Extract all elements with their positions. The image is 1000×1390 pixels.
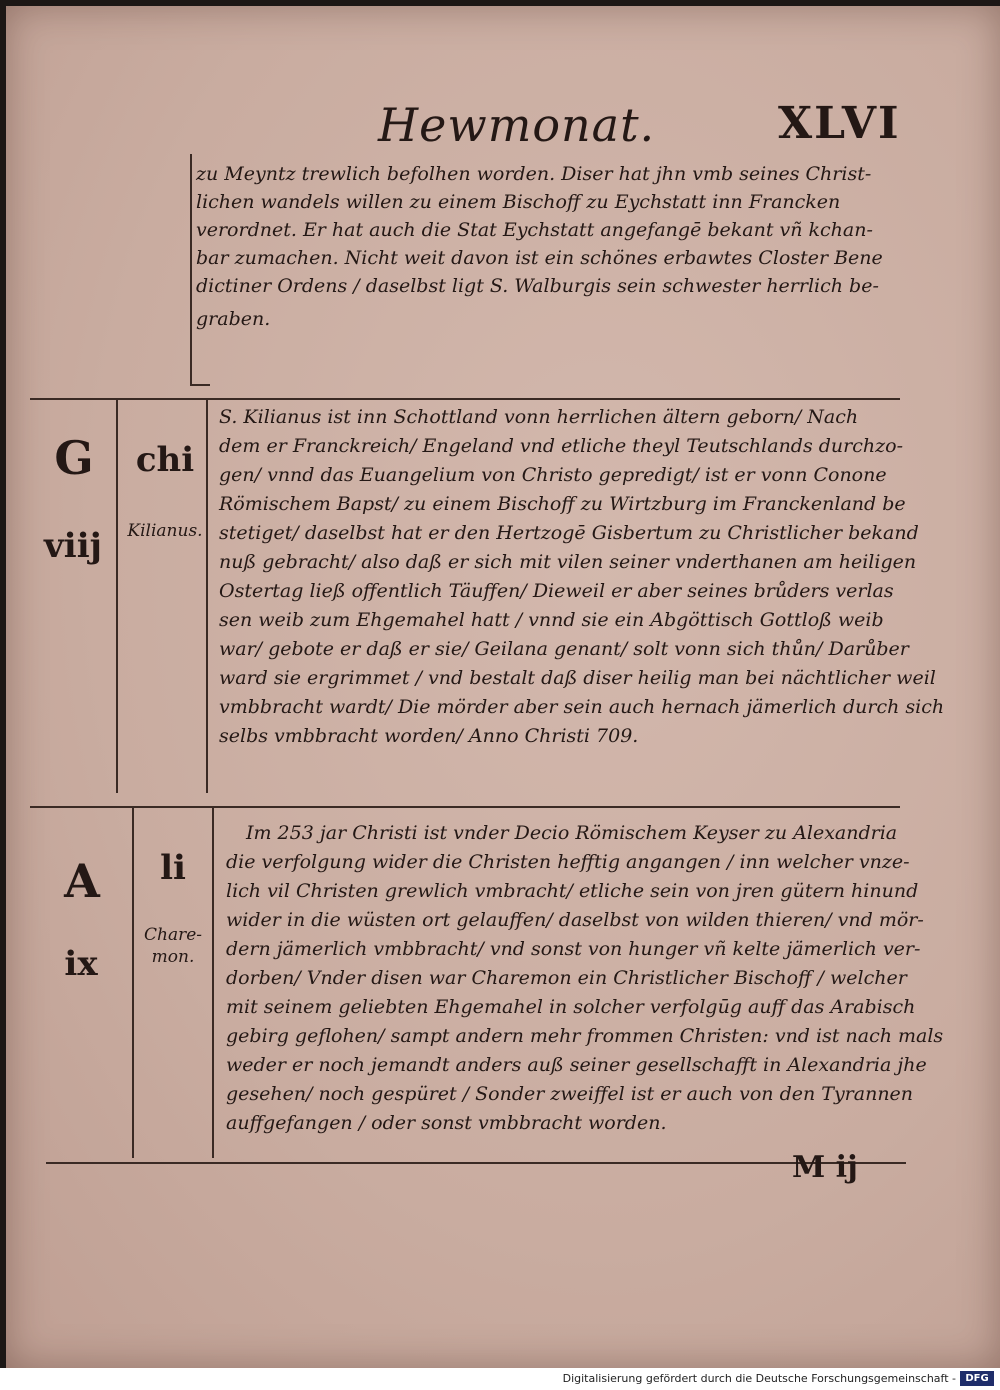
text-line: lich vil Christen grewlich vmbracht/ etliche sein von jren gütern hinund xyxy=(226,880,919,902)
top-block-bottom-rule xyxy=(190,384,210,386)
text-line: zu Meyntz trewlich befolhen worden. Diser hat jhn vmb seines Christ- xyxy=(196,163,872,185)
text-line: weder er noch jemandt anders auß seiner gesellschafft in Alexandria jhe xyxy=(226,1054,927,1076)
signature-mark: M ij xyxy=(792,1150,858,1185)
text-line: dictiner Ordens / daselbst ligt S. Walburgis sein schwester herrlich be- xyxy=(196,275,879,297)
dominical-letter: G xyxy=(54,431,94,485)
day-name: chi xyxy=(135,440,195,480)
col-rule-1 xyxy=(116,398,118,793)
text-line: Im 253 jar Christi ist vnder Decio Römischem Keyser zu Alexandria xyxy=(246,822,898,844)
saint-name: Kilianus. xyxy=(127,521,203,541)
folio-number: XLVI xyxy=(778,98,901,149)
text-line: graben. xyxy=(196,308,271,330)
text-line: wider in die wüsten ort gelauffen/ daselbst von wilden thieren/ vnd mör- xyxy=(226,909,924,931)
top-block-rule xyxy=(190,154,192,384)
text-line: nuß gebracht/ also daß er sich mit vilen seiner vnderthanen am heiligen xyxy=(219,551,917,573)
text-line: bar zumachen. Nicht weit davon ist ein schönes erbawtes Closter Bene xyxy=(196,247,883,269)
day-name: li xyxy=(160,848,186,888)
digitization-footer xyxy=(0,1368,1000,1390)
saint-name-part: Chare- xyxy=(143,925,203,945)
dfg-logo: DFG xyxy=(960,1371,994,1386)
text-line: mit seinem geliebten Ehgemahel in solcher verfolgūg auff das Arabisch xyxy=(226,996,916,1018)
text-line: lichen wandels willen zu einem Bischoff zu Eychstatt inn Francken xyxy=(196,191,841,213)
page-bottom-rule xyxy=(46,1162,906,1164)
text-line: war/ gebote er daß er sie/ Geilana genant/ solt vonn sich thůn/ Darůber xyxy=(219,638,909,660)
text-line: gesehen/ noch gespüret / Sonder zweiffel ist er auch von den Tyrannen xyxy=(226,1083,914,1105)
text-line: S. Kilianus ist inn Schottland vonn herrlichen ältern geborn/ Nach xyxy=(219,406,859,428)
dominical-letter: A xyxy=(64,854,100,908)
text-line: sen weib zum Ehgemahel hatt / vnnd sie ein Abgöttisch Gottloß weib xyxy=(219,609,884,631)
text-line: gen/ vnnd das Euangelium von Christo gepredigt/ ist er vonn Conone xyxy=(219,464,887,486)
page-title: Hewmonat. xyxy=(378,98,656,152)
text-line: die verfolgung wider die Christen hefftig angangen / inn welcher vnze- xyxy=(226,851,910,873)
saint-name xyxy=(118,924,228,968)
text-line: gebirg geflohen/ sampt andern mehr frommen Christen: vnd ist nach mals xyxy=(226,1025,944,1047)
text-line: verordnet. Er hat auch die Stat Eychstatt angefangē bekant vñ kchan- xyxy=(196,219,873,241)
text-line: dern jämerlich vmbbracht/ vnd sonst von hunger vñ kelte jämerlich ver- xyxy=(226,938,921,960)
day-numeral: ix xyxy=(64,944,98,984)
text-line: Römischem Bapst/ zu einem Bischoff zu Wirtzburg im Franckenland be xyxy=(219,493,906,515)
text-line: vmbbracht wardt/ Die mörder aber sein auch hernach jämerlich durch sich xyxy=(219,696,945,718)
entry-rule-top xyxy=(30,398,900,400)
saint-name-part: mon. xyxy=(151,947,195,967)
text-line: Ostertag ließ offentlich Täuffen/ Dieweil er aber seines brůders verlas xyxy=(219,580,894,602)
text-line: dem er Franckreich/ Engeland vnd etliche theyl Teutschlands durchzo- xyxy=(219,435,903,457)
entry-rule-top xyxy=(30,806,900,808)
funding-credit: Digitalisierung gefördert durch die Deutsche Forschungsgemeinschaft - xyxy=(562,1372,956,1385)
text-line: stetiget/ daselbst hat er den Hertzogē Gisbertum zu Christlicher bekand xyxy=(219,522,919,544)
day-numeral: viij xyxy=(44,526,102,566)
text-line: selbs vmbbracht worden/ Anno Christi 709. xyxy=(219,725,639,747)
text-line: auffgefangen / oder sonst vmbbracht worden. xyxy=(226,1112,667,1134)
book-page xyxy=(6,6,1000,1368)
text-line: ward sie ergrimmet / vnd bestalt daß diser heilig man bei nächtlicher weil xyxy=(219,667,936,689)
text-line: dorben/ Vnder disen war Charemon ein Christlicher Bischoff / welcher xyxy=(226,967,907,989)
